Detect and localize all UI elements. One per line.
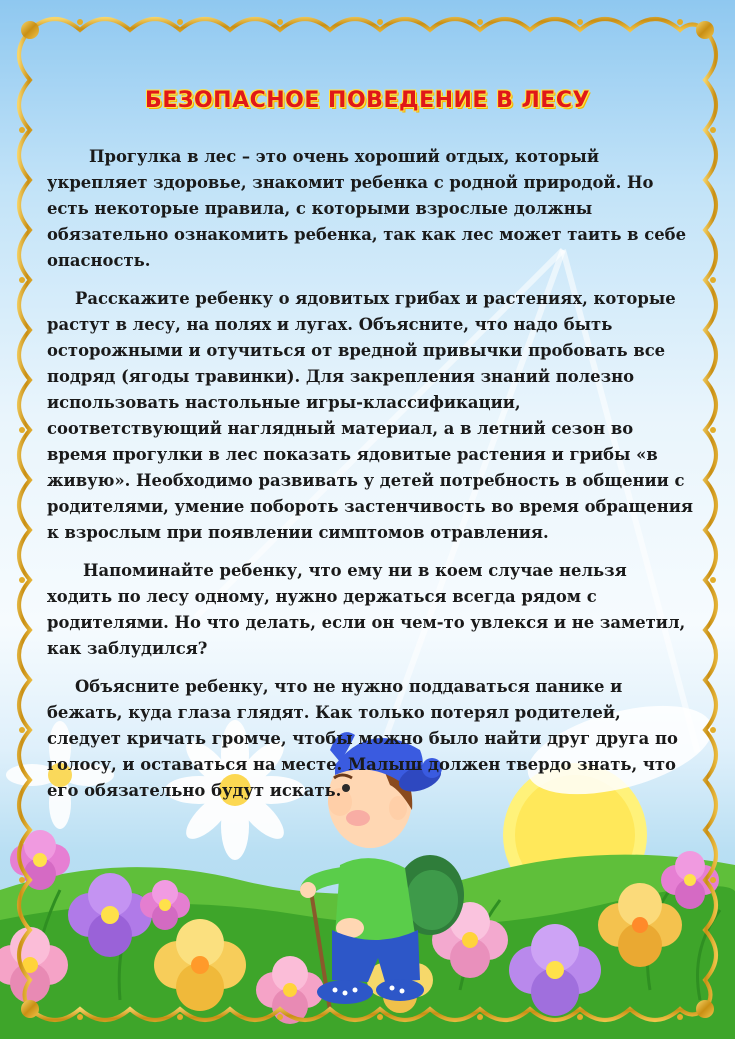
paragraph: Объясните ребенку, что не нужно поддаваться панике и бежать, куда глаза глядят. Как только потерял родителей, следует кричать громче, чтобы можно было найти друг друга по голосу, и оставаться на месте. Малыш должен твердо знать, что его обязательно будут искать. — [47, 677, 678, 800]
paragraph: Расскажите ребенку о ядовитых грибах и растениях, которые растут в лесу, на полях и лугах. Объясните, что надо быть осторожными и отучиться от вредной привычки пробовать все подряд (ягоды травинки). Для закрепления знаний полезно использовать настольные игры-классификации, соответствующий наглядный материал, а в летний сезон во время прогулки в лес показать ядовитые растения и грибы «в живую». Необходимо развивать у детей потребность в общении с родителями, умение побороть застенчивость во время обращения к взрослым при появлении симптомов отравления. — [47, 289, 693, 542]
paragraph: Прогулка в лес – это очень хороший отдых, который укрепляет здоровье, знакомит ребенка с родной природой. Но есть некоторые правила, с которыми взрослые должны обязательно ознакомить ребенка, так как лес может таить в себе опасность. — [47, 147, 687, 270]
body-text — [47, 144, 697, 816]
paragraph: Напоминайте ребенку, что ему ни в коем случае нельзя ходить по лесу одному, нужно держаться всегда рядом с родителями. Но что делать, если он чем-то увлекся и не заметил, как заблудился? — [47, 561, 686, 658]
page-title: БЕЗОПАСНОЕ ПОВЕДЕНИЕ В ЛЕСУ — [145, 88, 590, 113]
